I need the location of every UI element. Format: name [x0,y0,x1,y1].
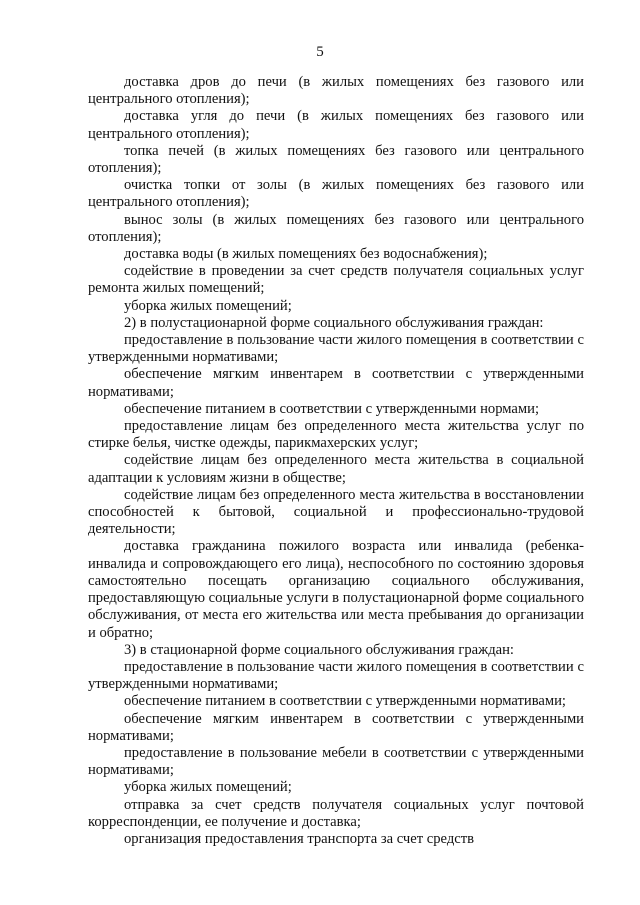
paragraph: предоставление в пользование части жилого помещения в соответствии с утвержденными нормативами; [88,332,584,366]
paragraph: доставка дров до печи (в жилых помещениях без газового или центрального отопления); [88,74,584,108]
paragraph: обеспечение мягким инвентарем в соответствии с утвержденными нормативами; [88,366,584,400]
paragraph: обеспечение мягким инвентарем в соответствии с утвержденными нормативами; [88,710,584,744]
paragraph: содействие в проведении за счет средств получателя социальных услуг ремонта жилых помещений; [88,263,584,297]
paragraph: доставка угля до печи (в жилых помещениях без газового или центрального отопления); [88,108,584,142]
paragraph: содействие лицам без определенного места жительства в восстановлении способностей к бытовой, социальной и профессионально-трудовой деятельности; [88,486,584,538]
section-heading: 2) в полустационарной форме социального обслуживания граждан: [124,314,544,331]
paragraph: доставка воды (в жилых помещениях без водоснабжения); [124,246,488,263]
paragraph: организация предоставления транспорта за счет средств [124,830,474,847]
paragraph: вынос золы (в жилых помещениях без газового или центрального отопления); [88,211,584,245]
document-body [88,74,584,848]
paragraph: топка печей (в жилых помещениях без газового или центрального отопления); [88,142,584,177]
paragraph: доставка гражданина пожилого возраста или инвалида (ребенка-инвалида и сопровождающего его лица), неспособного по состоянию здоровья самостоятельно посещать организацию социального обслуживания, предоставляющую социальные услуги в полустационарной форме социального обслуживания, от места его жительства или места пребывания до организации и обратно; [88,538,584,641]
paragraph: предоставление в пользование части жилого помещения в соответствии с утвержденными нормативами; [88,658,584,693]
paragraph: предоставление лицам без определенного места жительства услуг по стирке белья, чистке одежды, парикмахерских услуг; [88,418,584,452]
paragraph: отправка за счет средств получателя социальных услуг почтовой корреспонденции, ее получение и доставка; [88,796,584,830]
paragraph: уборка жилых помещений; [124,297,292,314]
paragraph: очистка топки от золы (в жилых помещениях без газового или центрального отопления); [88,177,584,211]
paragraph: обеспечение питанием в соответствии с утвержденными нормативами; [124,693,566,710]
paragraph: предоставление в пользование мебели в соответствии с утвержденными нормативами; [88,744,584,779]
paragraph: обеспечение питанием в соответствии с утвержденными нормами; [124,400,539,417]
paragraph: содействие лицам без определенного места жительства в социальной адаптации к условиям жизни в обществе; [88,452,584,486]
page-number: 5 [316,44,324,60]
paragraph: уборка жилых помещений; [124,779,292,796]
section-heading: 3) в стационарной форме социального обслуживания граждан: [124,641,514,658]
